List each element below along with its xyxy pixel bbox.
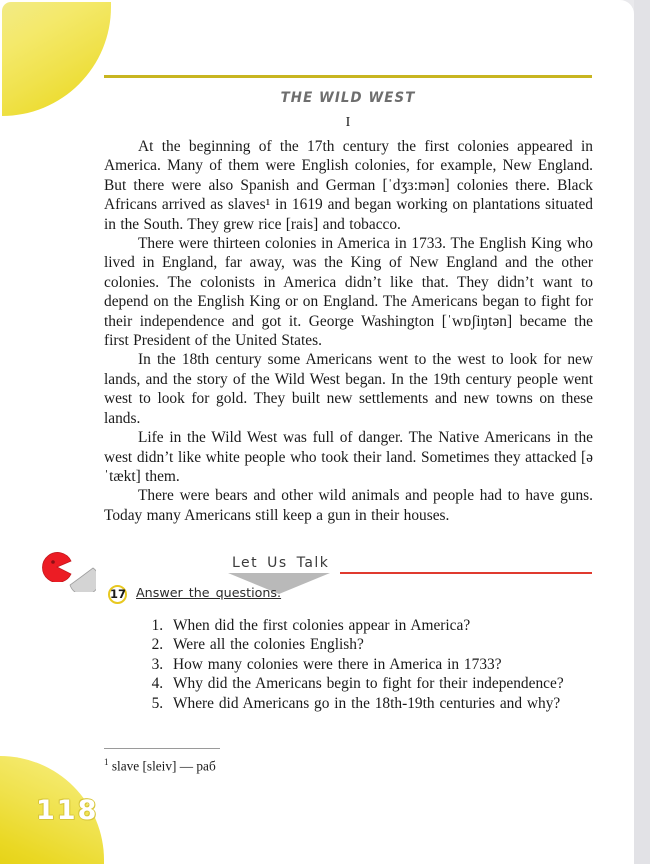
title-top-rule	[104, 75, 592, 78]
exercise-heading	[104, 583, 594, 607]
list-item: 2. Were all the colonies English?	[168, 635, 594, 654]
article-title: THE WILD WEST	[280, 90, 416, 106]
let-us-talk-heading: Let Us Talk	[232, 555, 330, 571]
exercise-block	[104, 583, 594, 713]
talk-red-rule	[340, 572, 592, 574]
footnote-body: slave [sleiv] — раб	[111, 758, 216, 774]
page-number: 118	[36, 795, 99, 826]
list-item: 4. Why did the Americans begin to fight for their independence?	[168, 674, 594, 693]
footnote	[104, 748, 404, 774]
page-gutter	[634, 0, 650, 864]
exercise-instruction: Answer the questions.	[136, 585, 282, 600]
footnote-rule	[104, 748, 220, 749]
footnote-text	[104, 754, 404, 774]
list-item: 1. When did the first colonies appear in America?	[168, 616, 594, 635]
list-item: 3. How many colonies were there in America in 1733?	[168, 655, 594, 674]
paragraph: At the beginning of the 17th century the first colonies appeared in America. Many of them were English colonies, for example, New England. But there were also Spanish and German [ˈdʒɜ:mən] colonies there. Black Africans arrived as slaves¹ in 1619 and began working on plantations situated in the South. They grew rice [rais] and tobacco.	[104, 138, 593, 233]
paragraph: In the 18th century some Americans went to the west to look for new lands, and the story of the Wild West began. In the 19th century people went west to look for gold. They built new settlements and new towns on these lands.	[104, 351, 593, 427]
article-body	[104, 137, 593, 525]
gray-speech-mouth-icon	[66, 562, 96, 592]
paragraph: There were thirteen colonies in America in 1733. The English King who lived in England, far away, was the King of New England and the other colonies. The colonists in America didn’t like that. They didn’t want to depend on the English King or on England. The Americans began to fight for their independence and got it. George Washington [ˈwɒʃiŋtən] became the first President of the United States.	[104, 235, 593, 350]
paragraph: There were bears and other wild animals and people had to have guns. Today many Americans still keep a gun in their houses.	[104, 487, 593, 524]
top-left-corner-decoration	[2, 2, 111, 116]
list-item: 5. Where did Americans go in the 18th-19th centuries and why?	[168, 694, 594, 713]
paragraph: Life in the Wild West was full of danger. The Native Americans in the west didn’t like white people who took their land. Sometimes they attacked [əˈtækt] them.	[104, 429, 593, 485]
section-numeral: I	[345, 115, 351, 130]
exercise-number-badge: 17	[108, 585, 127, 604]
questions-list	[104, 616, 594, 713]
footnote-marker: 1	[104, 757, 109, 767]
